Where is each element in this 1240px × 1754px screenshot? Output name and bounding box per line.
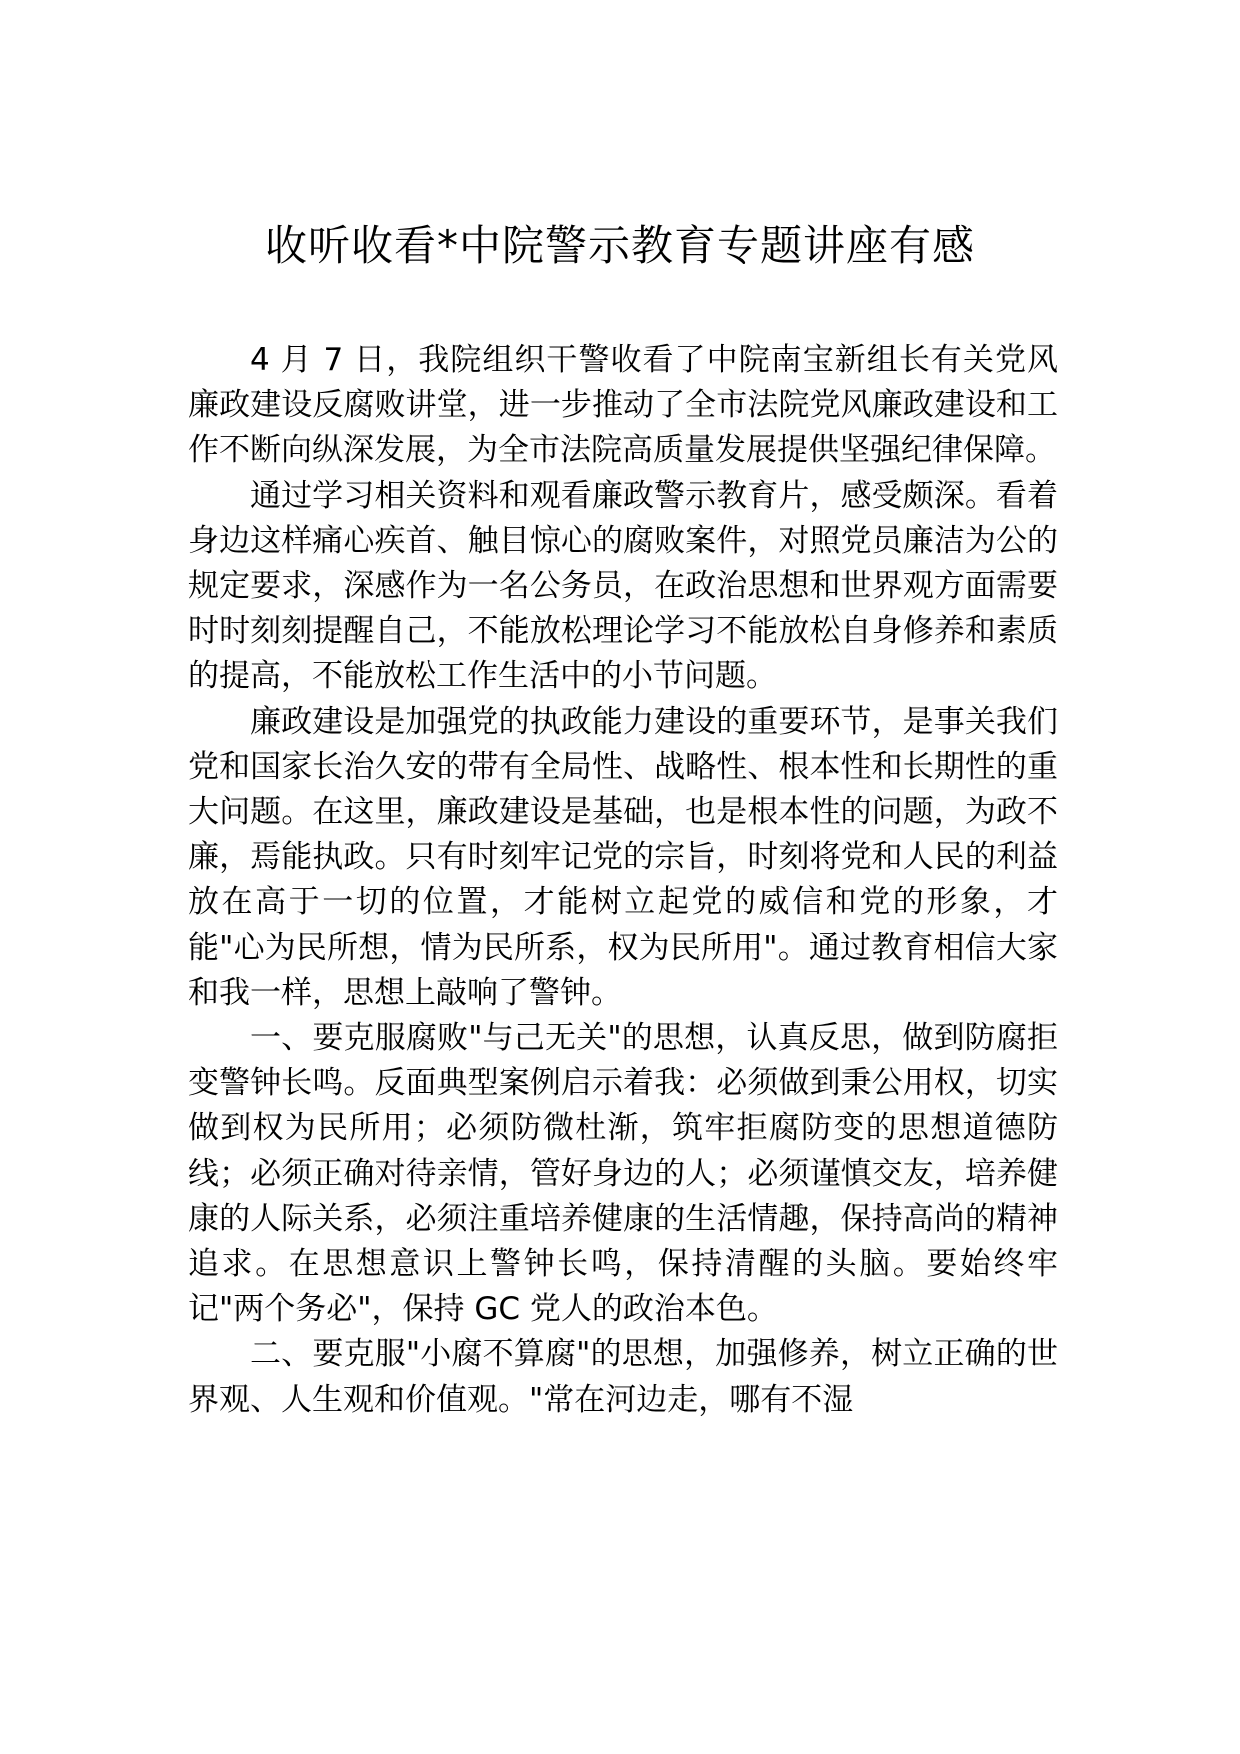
document-body xyxy=(188,338,1058,1423)
paragraph-1: 4 月 7 日，我院组织干警收看了中院南宝新组长有关党风廉政建设反腐败讲堂，进一步推动了全市法院党风廉政建设和工作不断向纵深发展，为全市法院高质量发展提供坚强纪律保障。 xyxy=(188,342,1058,469)
paragraph-5: 二、要克服"小腐不算腐"的思想，加强修养，树立正确的世界观、人生观和价值观。"常在河边走，哪有不湿 xyxy=(188,1336,1058,1418)
paragraph-2: 通过学习相关资料和观看廉政警示教育片，感受颇深。看着身边这样痛心疾首、触目惊心的腐败案件，对照党员廉洁为公的规定要求，深感作为一名公务员，在政治思想和世界观方面需要时时刻刻提醒自己，不能放松理论学习不能放松自身修养和素质的提高，不能放松工作生活中的小节问题。 xyxy=(188,477,1058,695)
paragraph-4: 一、要克服腐败"与己无关"的思想，认真反思，做到防腐拒变警钟长鸣。反面典型案例启示着我：必须做到秉公用权，切实做到权为民所用；必须防微杜渐，筑牢拒腐防变的思想道德防线；必须正确对待亲情，管好身边的人；必须谨慎交友，培养健康的人际关系，必须注重培养健康的生活情趣，保持高尚的精神追求。在思想意识上警钟长鸣，保持清醒的头脑。要始终牢记"两个务必"，保持 GC 党人的政治本色。 xyxy=(188,1020,1058,1328)
paragraph-3: 廉政建设是加强党的执政能力建设的重要环节，是事关我们党和国家长治久安的带有全局性、战略性、根本性和长期性的重大问题。在这里，廉政建设是基础，也是根本性的问题，为政不廉，焉能执政。只有时刻牢记党的宗旨，时刻将党和人民的利益放在高于一切的位置，才能树立起党的威信和党的形象，才能"心为民所想，情为民所系，权为民所用"。通过教育相信大家和我一样，思想上敲响了警钟。 xyxy=(188,703,1058,1011)
document-title: 收听收看*中院警示教育专题讲座有感 xyxy=(264,221,975,270)
